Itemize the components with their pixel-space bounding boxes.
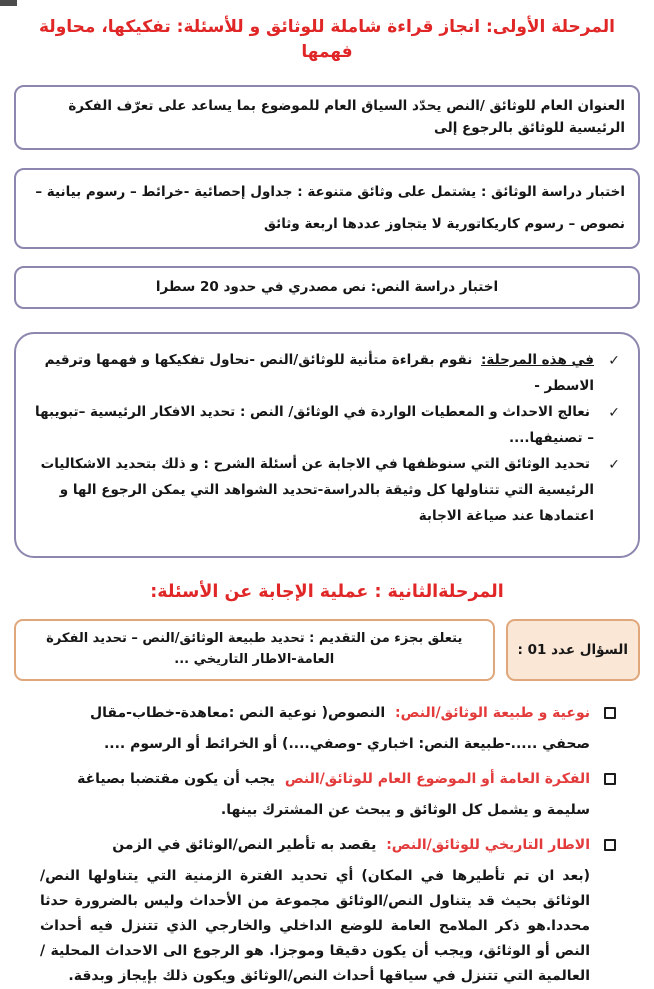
checklist-item-text: نعالج الاحداث و المعطيات الواردة في الوثائق/ النص : تحديد الافكار الرئيسية –تبويبها – تصنيفها.... bbox=[35, 403, 594, 446]
checklist-item-text: تحديد الوثائق التي سنوظفها في الاجابة عن أسئلة الشرح : و ذلك بتحديد الاشكاليات الرئيسية التي تتناولها كل وثيقة بالدراسة-تحديد الشواهد التي يمكن الرجوع الها و اعتمادها عند صياغة الاجابة bbox=[40, 455, 594, 524]
question-number-box: السؤال عدد 01 : bbox=[506, 619, 641, 681]
phase1-box-general-title-text: العنوان العام للوثائق /النص يحدّد السياق العام للموضوع بما يساعد على تعرّف الفكرة الرئيسية للوثائق بالرجوع إلى bbox=[68, 98, 625, 136]
bullet-item-historical-frame bbox=[40, 830, 624, 989]
phase1-box-documents-test bbox=[14, 168, 640, 248]
answer-guidelines-list bbox=[14, 698, 640, 989]
square-bullet-icon bbox=[604, 773, 616, 785]
bullet-heading: الفكرة العامة أو الموضوع العام للوثائق/النص bbox=[284, 770, 590, 787]
scan-artifact bbox=[0, 0, 17, 6]
bullet-paragraph: (بعد ان تم تأطيرها في المكان) أي تحديد الفترة الزمنية التي يتناولها النص/الوثائق بحيث قد يتناول النص/الوثائق مجموعة من الأحداث وليس بالضرورة حدثا محددا.هو ذكر الملامح العامة للوضع الداخلي والخارجي الذي تتنزل فيه أحداث النص أو الوثائق، ويجب أن يكون دقيقا وموجزا. هو الرجوع الى الاحداث المحلية / العالمية التي تتنزل في سياقها أحداث النص/الوثائق ويكون ذلك بإيجاز وبدقة. bbox=[40, 868, 590, 984]
question-row bbox=[14, 619, 640, 681]
phase1-box-text-test bbox=[14, 266, 640, 310]
phase2-title: المرحلةالثانية : عملية الإجابة عن الأسئلة: bbox=[150, 581, 504, 602]
phase1-box-text-test-text: اختبار دراسة النص: نص مصدري في حدود 20 سطرا bbox=[155, 278, 499, 295]
bullet-body: يقصد به تأطير النص/الوثائق في الزمن bbox=[112, 836, 377, 853]
phase1-title: المرحلة الأولى: انجاز قراءة شاملة للوثائق و للأسئلة: تفكيكها، محاولة فهمها bbox=[39, 17, 615, 62]
checklist-item-lead: في هذه المرحلة: bbox=[481, 352, 594, 369]
phase1-checklist-box bbox=[14, 332, 640, 557]
bullet-body: يجب أن يكون مقتضبا بصياغة سليمة و يشمل كل الوثائق و يبحث عن المشترك بينها. bbox=[77, 770, 590, 819]
question-description-box: يتعلق بجزء من التقديم : تحديد طبيعة الوثائق/النص – تحديد الفكرة العامة-الاطار التاريخي ... bbox=[14, 619, 495, 681]
bullet-heading: نوعية و طبيعة الوثائق/النص: bbox=[395, 704, 590, 721]
bullet-item-general-idea bbox=[40, 764, 624, 827]
phase1-box-general-title bbox=[14, 85, 640, 150]
checkmark-icon: ✓ bbox=[608, 353, 620, 370]
square-bullet-icon bbox=[604, 839, 616, 851]
bullet-item-nature-of-documents bbox=[40, 698, 624, 761]
checklist-item-processing bbox=[34, 400, 624, 452]
bullet-body: النصوص( نوعية النص :معاهدة-خطاب-مقال صحفي .....-طبيعة النص: اخباري -وصفي....) أو الخرائط أو الرسوم .... bbox=[89, 704, 590, 753]
square-bullet-icon bbox=[604, 707, 616, 719]
checklist-item-text: نقوم بقراءة متأنية للوثائق/النص -نحاول تفكيكها و فهمها وترقيم الاسطر - bbox=[44, 352, 594, 395]
bullet-heading: الاطار التاريخي للوثائق/النص: bbox=[386, 836, 590, 853]
checkmark-icon: ✓ bbox=[608, 456, 620, 473]
phase1-box-documents-test-text: اختبار دراسة الوثائق : يشتمل على وثائق متنوعة : جداول إحصائية -خرائط – رسوم بيانية – نصوص – رسوم كاريكاتورية لا يتجاوز عددها اربعة وثائق bbox=[35, 184, 625, 232]
checklist-item-reading bbox=[34, 348, 624, 400]
checkmark-icon: ✓ bbox=[608, 404, 620, 421]
checklist-item-selecting bbox=[34, 452, 624, 530]
